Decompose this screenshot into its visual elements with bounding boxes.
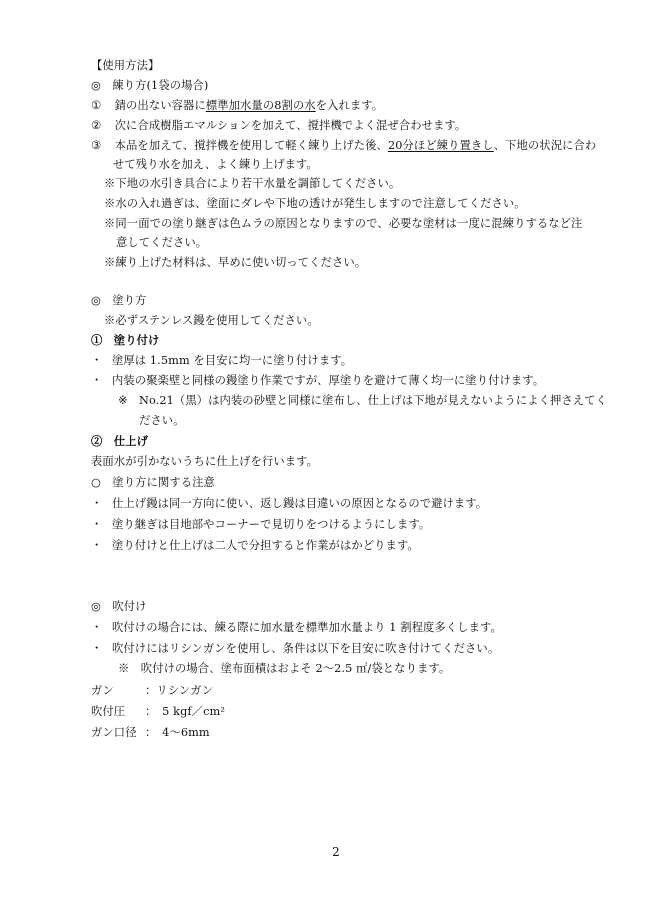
mix-title: ◎ 練り方(1袋の場合) xyxy=(91,79,209,92)
step-apply-title: ① 塗り付け xyxy=(91,333,160,347)
step-finish-title: ② 仕上げ xyxy=(91,434,148,448)
bullet-text: 吹付けの場合には、練る際に加水量を標準加水量より 1 割程度多くします。 xyxy=(112,621,502,634)
step-number: ① xyxy=(91,99,102,112)
spray-title: ◎ 吹付け xyxy=(91,600,147,613)
step-number: ② xyxy=(91,119,102,132)
bullet-item xyxy=(91,620,502,635)
mix-step-3 xyxy=(91,138,596,153)
bullet-item xyxy=(91,641,500,656)
coat-note: ※必ずステンレス鏝を使用してください。 xyxy=(104,314,319,327)
step-text: を入れます。 xyxy=(315,99,384,112)
coat-title: ◎ 塗り方 xyxy=(91,294,147,307)
mix-note: ※練り上げた材料は、早めに使い切ってください。 xyxy=(104,256,367,269)
bullet-text: 塗り付けと仕上げは二人で分担すると作業がはかどります。 xyxy=(112,539,419,552)
spec-row-pressure xyxy=(91,704,225,719)
step-text: 錆の出ない容器に xyxy=(114,99,206,112)
bullet-item xyxy=(91,517,431,532)
bullet-text: 塗厚は 1.5mm を目安に均一に塗り付けます。 xyxy=(112,354,353,367)
bullet-item xyxy=(91,373,545,388)
mix-note: ※水の入れ過ぎは、塗面にダレや下地の透けが発生しますので注意してください。 xyxy=(104,197,526,210)
bullet-text: 塗り継ぎは目地部やコーナーで見切りをつけるようにします。 xyxy=(112,518,431,531)
spec-value: ： 5 kgf／cm² xyxy=(145,705,225,718)
step-number: ③ xyxy=(91,139,102,152)
caution-title: ○ 塗り方に関する注意 xyxy=(91,476,215,489)
bullet-text: 仕上げ鏝は同一方向に使い、返し鏝は目違いの原因となるので避けます。 xyxy=(112,497,488,510)
mix-step-1 xyxy=(91,98,383,113)
spec-row-nozzle xyxy=(91,725,210,740)
bullet-marker: ・ xyxy=(91,497,103,510)
bullet-marker: ・ xyxy=(91,539,103,552)
bullet-marker: ・ xyxy=(91,354,103,367)
bullet-item xyxy=(91,538,419,553)
bullet-marker: ・ xyxy=(91,518,103,531)
mix-note: ※同一面での塗り継ぎは色ムラの原因となりますので、必要な塗材は一度に混練りするなど注 xyxy=(104,217,583,230)
step-text: 、下地の状況に合わ xyxy=(493,139,597,152)
section-heading: 【使用方法】 xyxy=(91,59,160,72)
bullet-marker: ・ xyxy=(91,621,103,634)
underlined-text: 標準加水量の8割の水 xyxy=(205,99,316,112)
spec-label: ガン xyxy=(91,684,114,697)
page-number: 2 xyxy=(332,845,340,859)
spec-row-gun xyxy=(91,683,214,698)
spec-label: ガン口径 xyxy=(91,726,137,739)
spec-value: ：リシンガン xyxy=(145,684,214,697)
underlined-text: 20分ほど練り置きし xyxy=(387,139,494,152)
black-color-note-continued: ださい。 xyxy=(139,414,185,427)
spec-value: ： 4～6mm xyxy=(145,726,210,739)
mix-note: ※下地の水引き具合により若干水量を調節してください。 xyxy=(104,177,401,190)
step-text: 本品を加えて、撹拌機を使用して軽く練り上げた後、 xyxy=(114,139,388,152)
black-color-note: ※ No.21（黒）は内装の砂壁と同様に塗布し、仕上げは下地が見えないようによく押さえてく xyxy=(118,394,608,407)
mix-note-continued: 意してください。 xyxy=(116,236,208,249)
bullet-marker: ・ xyxy=(91,642,103,655)
mix-step-2 xyxy=(91,118,466,133)
spray-note: ※ 吹付けの場合、塗布面積はおよそ 2～2.5 ㎡/袋となります。 xyxy=(118,662,451,675)
mix-step-3-continued: せて残り水を加え、よく練り上げます。 xyxy=(113,158,318,171)
bullet-text: 吹付けにはリシンガンを使用し、条件は以下を目安に吹き付けてください。 xyxy=(112,642,500,655)
bullet-marker: ・ xyxy=(91,374,103,387)
spec-label: 吹付圧 xyxy=(91,705,126,718)
bullet-item xyxy=(91,496,488,511)
finish-text: 表面水が引かないうちに仕上げを行います。 xyxy=(91,455,319,468)
step-text: 次に合成樹脂エマルションを加えて、撹拌機でよく混ぜ合わせます。 xyxy=(114,119,467,132)
bullet-item xyxy=(91,353,353,368)
bullet-text: 内装の聚楽壁と同様の鏝塗り作業ですが、厚塗りを避けて薄く均一に塗り付けます。 xyxy=(112,374,545,387)
